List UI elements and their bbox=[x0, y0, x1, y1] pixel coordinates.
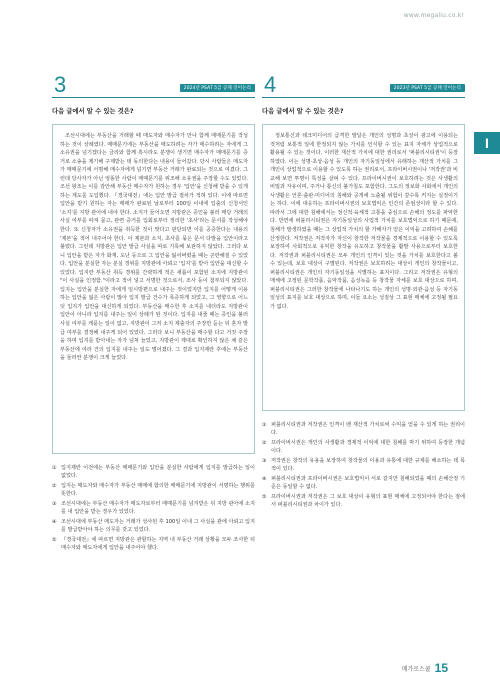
question-number: 4 bbox=[264, 72, 277, 97]
question-prompt: 다음 글에서 알 수 있는 것은? bbox=[262, 108, 344, 115]
choice-list bbox=[262, 421, 465, 509]
choice-2[interactable]: ② 입지는 매도자와 매수자가 부동산 매매에 합의한 매매문기에 지방관이 서명하는 행위를 뜻한다. bbox=[52, 483, 255, 498]
question-prompt: 다음 글에서 알 수 있는 것은? bbox=[52, 108, 134, 115]
passage-box bbox=[262, 124, 465, 411]
site-url: www.megaliu.co.kr bbox=[403, 12, 464, 19]
source-badge: 2024년 PSAT 5급 공채 언어논리 bbox=[180, 84, 255, 92]
page-number: 15 bbox=[434, 661, 448, 675]
question-header bbox=[52, 72, 255, 98]
choice-2[interactable]: ② 프라이버시권은 개인의 사생활과 경제적 이익에 대한 침해를 막기 위하여 등장한 개념이다. bbox=[262, 440, 465, 455]
question-3 bbox=[52, 72, 255, 554]
passage-text: 조선시대에는 부동산을 거래할 때 매도자와 매수자가 만나 함께 매매문기를 작성하는 것이 상례였다. 매매문기에는 부동산을 매도하려는 자가 매수하려는 자에게 그 소유권을 넘기겠다는 금리와 함께 흑시라도 분쟁이 생기면 매수자가 매매문기를 증거로 소송을 제기해 구제받는 데 동의한다는 내용이 들어갔다. 당시 사람들은 매도자가 매매문기에 서명해 매수자에게 넘기면 부동산 거래가 완료되는 것으로 여겼다. 그런데 당사자가 아닌 엉뚱한 사람이 매매문기를 위조해 소유권을 주장할 수도 있었다. 조선 왕조는 이를 감안해 부동산 매수자가 원하는 경우 '입안'을 신청해 받을 수 있게 하는 제도를 도입했다. 『경국대전』에는 입안 발급 절차가 적혀 있다. 이에 따르면 입안을 받기 원하는 자는 매매가 완료된 날로부터 100일 이내에 입출의 신청서인 '소지'를 지방 관아에 내야 한다. 소지가 들어오면 지방관은 증인을 불러 매당 거래의 사실 여부를 따져 묻고, 관련 증거를 입회로부터 정리한 '초사'라는 문서를 작성해야 한다. 또 신청자가 소유권을 취득한 것이 맞다고 판단되면 이를 공증한다는 내용의 '제본'을 적어 내주어야 한다. 이 제본과 소지, 초사를 묶은 문서 다발을 입안이라고 불렀다. 그런데 지방관은 입안 발급 사실을 따로 기록해 보관하지 않았다. 그러다 보니 입안을 받은 자가 화재, 도난 등으로 그 입안을 잃어버렸을 때는 곤란해질 수 있었다. 입안을 분실한 자는 분실 경위를 지방관에 아뢰고 '입지'를 받아 입안을 대신할 수 있었다. 입지란 부동산 취득 경위를 간략하게 적은 새롭이 포함된 소지에 지방관이 "이 사실을 인정함."이라고 적어 넣고 서명한 것으로서, 조사 등이 첨부되지 않았다. 입지는 입안을 분실한 자에게 임시방편으로 내주는 것이었지만 입지를 어떻게 이용하는 입안을 잃은 사람이 많아 입지 발급 건수가 폭증하게 되었고, 그 영향으로 어느덧 입지가 입안을 대신하게 되었다. 부동산을 매수한 후 소지를 내더라도 지방관이 입안이 아니라 입지를 내주는 일이 상례가 된 것이다. 입지를 내줄 때는 증인을 불러 사실 여부를 캐묻는 일이 없고, 지방관이 그저 소지 제출자의 주장만 듣는 뒤 혼자 발급 여부를 결정해 내주게 되어 있었다. 그러다 보니 부동산을 매수할 다고 거짓 주장을 하며 입지를 받아내는 자가 넘쳐 늘었고, 지방관이 제대로 확인하지 않은 채 같은 부동산에 여러 건의 입지를 내주는 일도 벌어졌다. 그 결과 입지제란 후에는 부동산을 둘러싼 분쟁이 크게 늘었다. bbox=[60, 133, 248, 362]
choice-list bbox=[52, 464, 255, 552]
choice-4[interactable]: ④ 조선시대에 부동산 매도자는 거래가 성사된 후 100일 이내 그 사실을 관에 아뢰고 입지를 발급받아야 하는 의무를 갖고 있었다. bbox=[52, 519, 255, 534]
choice-1[interactable]: ① 입지제란 이전에는 부동산 매매문기와 입안을 분실한 사람에게 입지를 발급하는 일이 없었다. bbox=[52, 465, 255, 480]
choice-1[interactable]: ① 퍼블리시티권과 저작권은 인격이 밴 재산적 가치로써 수익을 얻을 수 있게 하는 권리이다. bbox=[262, 422, 465, 437]
brand-logo: 메가로스쿨 bbox=[401, 665, 431, 673]
choice-3[interactable]: ③ 저작권은 창작의 유용을 보장하여 창작물의 이용과 유통에 대한 규제를 해소하는 데 목적이 있다. bbox=[262, 458, 465, 473]
choice-5[interactable]: ⑤ 『경국대전』에 따르면 지방관은 관할하는 지역 내 부동산 거래 상황을 모두 조사한 뒤 매수자와 매도자에게 입안을 내주어야 했다. bbox=[52, 537, 255, 552]
question-number: 3 bbox=[54, 72, 67, 97]
section-tab: I bbox=[474, 132, 500, 154]
question-4 bbox=[262, 72, 465, 511]
passage-text: 정보통신과 테크미디어의 급격한 발달은 개인의 성명과 초상이 광고에 이용되는 것처럼 보통적 일에 한정되지 않는 가치를 인식할 수 있는 표지 자체가 상업적으로 활용될 수 있는 것이다. 이러한 재산적 가치에 대한 권리로서 '퍼블리시티권'이 등장하였다. 이는 성명·초상·음성 등 개인의 자기동일성에서 유래하는 재산적 가치를 그 개인이 상업적으로 이용할 수 있도록 하는 권리로서, 프라이버시권이나 '저작권'과 비교해 보면 투명이 특성을 살펴 수 있다. 프라이버시권이 보호하려는 것은 사생활의 비밀과 자유이며, 주거나 통신의 불가침도 포함한다. 그도의 정보화 사회에서 개인의 사생활은 언론·출판·미디어의 침해와 공개에 노출될 위험이 갈수록 커지는 실정이기는 하다. 이에 대응하는 프라이버시권의 보호법익은 인간의 존엄성이라 할 수 있다. 따라서 그에 대한 침해에서는 정신적·육체적 고통을 중심으로 손해의 정도를 파악한다. 반면에 퍼블리시티권은 자기동일성의 사업적 가치를 보호법익으로 하기 때문에, 침해가 발생하였을 때는 그 상업적 가치의 할 가해자가 얻은 이익을 고려하여 손해를 산정한다. 저작권은 저작자가 자신이 창작한 저작물을 경제적으로 이용할 수 있도록 보장하여 사회적으로 유익한 창작을 유도하고 창작물을 활발 사용으로부터 보호한다. 저작권과 퍼블리시티권은 모두 개인의 인격이 있는 것을 가치를 보호한다고 볼 수 있는데, 보호 대상이 구별된다. 저작권은 보호하려는 대상이 개인의 창작물이고, 퍼블리시티권은 개인의 자기동일성을 식별하는 표지이다. 그리고 저작권은 유형의 매체에 고정된 문학작품, 음악작품, 음성녹음 등 창작물 자체를 보호 대상으로 하며, 퍼블리시티권은 그러한 창작물에 나타나기도 하는 개인의 성명·외관·음성 등 자기동일성의 표지를 보호 대상으로 하며, 이들 요소는 성질상 그 표현 매체에 고정될 필요가 없다. bbox=[270, 133, 459, 310]
question-header bbox=[262, 72, 465, 98]
choice-4[interactable]: ④ 퍼블리시티권과 프라이버시권은 보호법익이 서로 같지만 침해되었을 때의 손해산정 기준은 동일할 수 없다. bbox=[262, 476, 465, 491]
choice-5[interactable]: ⑤ 프라이버시권과 저작권은 그 보호 대상이 유형의 표현 매체에 고정되어야 한다는 점에서 퍼블리시티권과 차이가 있다. bbox=[262, 494, 465, 509]
passage-box bbox=[52, 124, 255, 454]
choice-3[interactable]: ③ 조선시대에는 부동산 매수자가 매도자로부터 매매문기를 넘겨받은 뒤 지방 관아에 소지를 내 입안을 받는 경우가 있었다. bbox=[52, 501, 255, 516]
source-badge: 2023년 PSAT 5급 공채 언어논리 bbox=[390, 84, 465, 92]
page-footer bbox=[402, 661, 448, 675]
